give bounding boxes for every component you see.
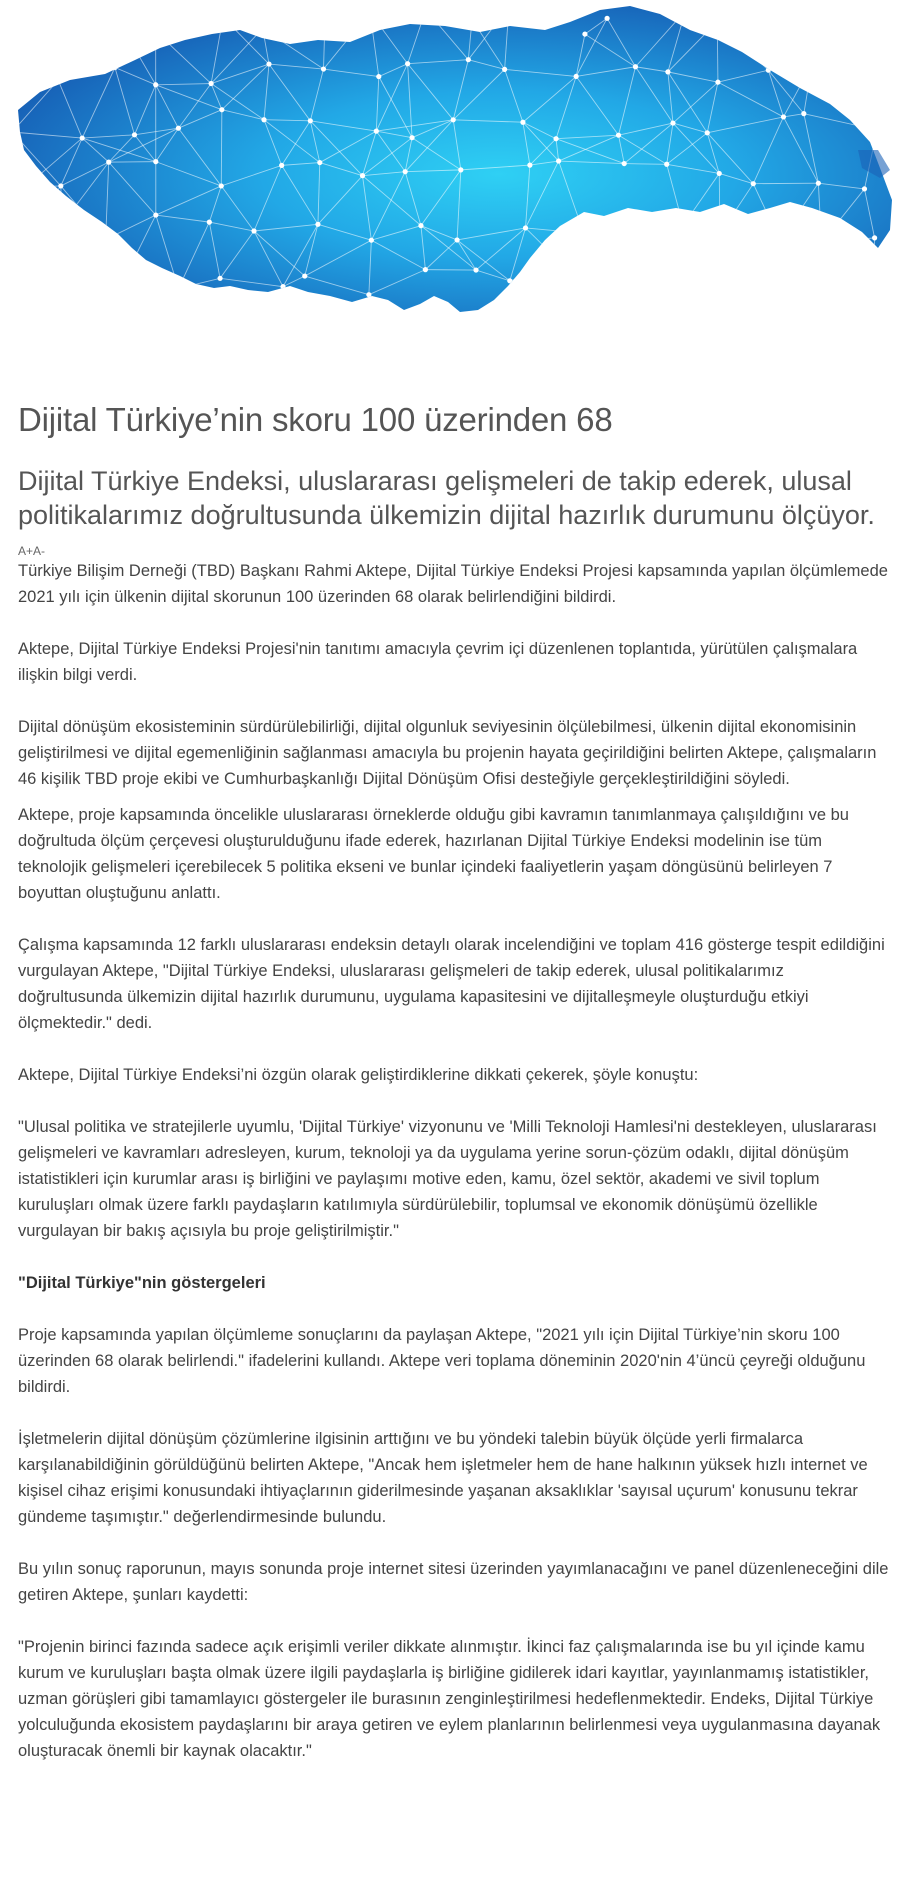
network-node [582,31,587,36]
network-node [715,80,720,85]
network-node [176,126,181,131]
network-node [664,162,669,167]
network-node [872,235,877,240]
network-node [454,237,459,242]
network-node [261,117,266,122]
network-node [209,81,214,86]
network-node [153,82,158,87]
network-node [665,69,670,74]
network-node [219,107,224,112]
network-node [132,132,137,137]
network-node [321,66,326,71]
network-node [466,57,471,62]
paragraph: Aktepe, proje kapsamında öncelikle uluslararası örneklerde olduğu gibi kavramın tanımlanmaya çalışıldığını ve bu doğrultuda ölçüm çerçevesi oluşturulduğunu ifade ederek, hazırlanan Dijital Türkiye Endeksi modelinin ise tüm teknolojik gelişmeleri içerebilecek 5 politika ekseni ve bunlar içindeki faaliyetlerin yaşam döngüsünü belirleyen 7 boyuttan oluştuğunu anlattı. [18,806,849,902]
network-node [409,135,414,140]
network-node [622,161,627,166]
network-node [801,111,806,116]
network-node [405,61,410,66]
network-node [751,181,756,186]
network-node [616,133,621,138]
network-node [458,167,463,172]
network-node [374,129,379,134]
network-node [418,223,423,228]
network-node [670,120,675,125]
network-node [451,117,456,122]
network-node [423,267,428,272]
network-node [816,181,821,186]
hero-image [0,0,908,360]
paragraph: Bu yılın sonuç raporunun, mayıs sonunda proje internet sitesi üzerinden yayımlanacağını ve panel düzenleneceğini dile getiren Aktepe, şunları kaydetti: [18,1560,889,1604]
paragraph: "Projenin birinci fazında sadece açık erişimli veriler dikkate alınmıştır. İkinci faz çalışmalarında ise bu yıl içinde kamu kurum ve kuruluşları başta olmak üzere ilgili paydaşlarla iş birliğine gidilerek idari kayıtlar, yayınlanmamış istatistikler, uzman görüşleri gibi tamamlayıcı göstergeler ile burasının zenginleştirilmesi hedeflenmektedir. Endeks, Dijital Türkiye yolculuğunda ekosistem paydaşlarını bir araya getiren ve eylem planlarının belirlenmesi veya uygulanmasına dayanak oluşturacak önemli bir kaynak olacaktır." [18,1638,881,1760]
network-node [317,160,322,165]
network-node [605,16,610,21]
network-node [717,171,722,176]
network-node [553,136,558,141]
network-node [207,220,212,225]
font-size-controls [18,544,890,558]
article-lead: Dijital Türkiye Endeksi, uluslararası gelişmeleri de takip ederek, ulusal politikalarımız doğrultusunda ülkemizin dijital hazırlık durumunu ölçüyor. [18,466,875,530]
network-node [58,183,63,188]
network-node [219,183,224,188]
paragraph: Aktepe, Dijital Türkiye Endeksi’ni özgün olarak geliştirdiklerine dikkati çekerek, şöyle konuştu: [18,1066,699,1084]
network-node [251,228,256,233]
paragraph: Türkiye Bilişim Derneği (TBD) Başkanı Rahmi Aktepe, Dijital Türkiye Endeksi Projesi kapsamında yapılan ölçümlemede 2021 yılı için ülkenin dijital skorunun 100 üzerinden 68 olarak belirlendiğini bildirdi. [18,562,888,606]
paragraph: Proje kapsamında yapılan ölçümleme sonuçlarını da paylaşan Aktepe, "2021 yılı için Dijital Türkiye’nin skoru 100 üzerinden 68 olarak belirlendi." ifadelerini kullandı. Aktepe veri toplama döneminin 2020'nin 4’üncü çeyreği olduğunu bildirdi. [18,1326,866,1396]
network-node [523,225,528,230]
paragraph: Çalışma kapsamında 12 farklı uluslararası endeksin detaylı olarak incelendiğini ve toplam 416 gösterge tespit edildiğini vurgulayan Aktepe, "Dijital Türkiye Endeksi, uluslararası gelişmeleri de takip ederek, ulusal politikalarımız doğrultusunda ülkemizin dijital hazırlık durumunu, uygulama kapasitesini ve dijitalleşmeyle oluşturduğu etkiyi ölçmektedir." dedi. [18,936,885,1032]
network-node [217,276,222,281]
network-node [574,74,579,79]
turkey-network-map-icon [0,0,908,360]
network-node [633,64,638,69]
article-body [18,558,890,1764]
network-node [705,130,710,135]
network-node [403,169,408,174]
paragraph: Dijital dönüşüm ekosisteminin sürdürülebilirliği, dijital olgunluk seviyesinin ölçülebilmesi, ülkenin dijital ekonomisinin geliştirilmesi ve dijital egemenliğinin sağlanması amacıyla bu projenin hayata geçirildiğini belirten Aktepe, çalışmaların 46 kişilik TBD proje ekibi ve Cumhurbaşkanlığı Dijital Dönüşüm Ofisi desteğiyle gerçekleştirildiğini söyledi. [18,718,877,788]
network-link [753,183,818,184]
section-subheading: "Dijital Türkiye"nin göstergeleri [18,1274,266,1292]
font-increase-button[interactable]: A+ [18,544,34,558]
network-node [473,267,478,272]
network-node [106,160,111,165]
network-node [315,222,320,227]
network-node [376,74,381,79]
network-node [308,118,313,123]
network-node [360,173,365,178]
network-node [266,61,271,66]
network-node [556,158,561,163]
network-node [302,273,307,278]
paragraph: Aktepe, Dijital Türkiye Endeksi Projesi'nin tanıtımı amacıyla çevrim içi düzenlenen toplantıda, yürütülen çalışmalara ilişkin bilgi verdi. [18,640,858,684]
network-node [520,120,525,125]
network-node [527,162,532,167]
network-link [221,110,222,186]
font-decrease-button[interactable]: A- [33,544,46,558]
network-node [153,159,158,164]
network-node [153,212,158,217]
network-node [502,67,507,72]
paragraph: İşletmelerin dijital dönüşüm çözümlerine ilgisinin arttığını ve bu yöndeki talebin büyük ölçüde yerli firmalarca karşılanabildiğinin görüldüğünü belirten Aktepe, "Ancak hem işletmeler hem de hane halkının yüksek hızlı internet ve kişisel cihaz erişimi konusundaki ihtiyaçlarının giderilmesinde yaşanan aksaklıklar 'sayısal uçurum' konusunu tekrar gündeme taşımıştır." değerlendirmesinde bulundu. [18,1430,868,1526]
network-node [369,238,374,243]
network-node [279,163,284,168]
paragraph: "Ulusal politika ve stratejilerle uyumlu, 'Dijital Türkiye' vizyonunu ve 'Milli Teknoloji Hamlesi'ni destekleyen, uluslararası gelişmeleri ve kavramları adresleyen, kurum, teknoloji ya da uygulama yerine sorun-çözüm odaklı, dijital dönüşüm istatistikleri için kurumlar arası iş birliğini ve paylaşımı motive eden, kamu, özel sektör, akademi ve sivil toplum kuruluşları olmak üzere farklı paydaşların katılımıyla sürdürülebilir, toplumsal ve ekonomik dönüşümü özellikle vurgulayan bir bakış açısıyla bu proje geliştirilmiştir." [18,1118,877,1240]
network-node [781,114,786,119]
network-node [862,186,867,191]
article-title: Dijital Türkiye’nin skoru 100 üzerinden 68 [18,401,613,438]
network-node [80,135,85,140]
article [0,400,908,1764]
